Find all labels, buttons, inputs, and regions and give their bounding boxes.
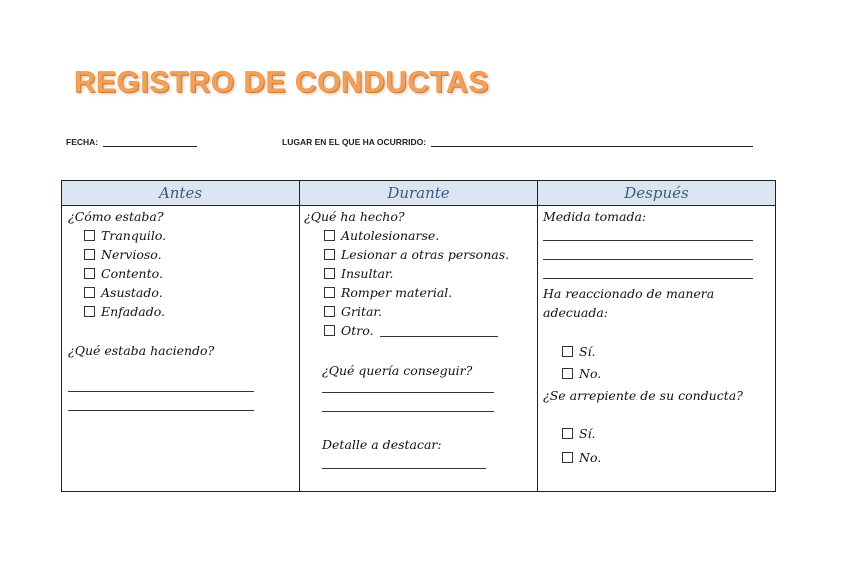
lugar-input-line[interactable] (431, 146, 753, 147)
checkbox[interactable] (84, 306, 95, 317)
option-item-otro[interactable]: Otro. (324, 323, 498, 338)
checkbox[interactable] (324, 249, 335, 260)
answer-line[interactable] (543, 240, 753, 241)
otro-input-line[interactable] (380, 336, 498, 337)
checkbox[interactable] (562, 368, 573, 379)
option-item[interactable]: Gritar. (324, 304, 382, 319)
checkbox[interactable] (84, 268, 95, 279)
option-item[interactable]: Insultar. (324, 266, 394, 281)
column-despues (538, 206, 775, 491)
answer-line[interactable] (543, 278, 753, 279)
question-que-estaba-haciendo: ¿Qué estaba haciendo? (68, 343, 215, 358)
option-item[interactable]: Enfadado. (84, 304, 165, 319)
question-que-ha-hecho: ¿Qué ha hecho? (304, 209, 405, 224)
behavior-table (61, 180, 776, 492)
fecha-field (66, 137, 197, 147)
checkbox[interactable] (84, 287, 95, 298)
answer-line[interactable] (322, 411, 494, 412)
page-title: REGISTRO DE CONDUCTAS (74, 66, 489, 99)
option-item[interactable]: Contento. (84, 266, 163, 281)
option-item[interactable]: Nervioso. (84, 247, 162, 262)
checkbox[interactable] (562, 346, 573, 357)
checkbox[interactable] (562, 428, 573, 439)
option-item[interactable]: Romper material. (324, 285, 452, 300)
checkbox[interactable] (562, 452, 573, 463)
question-arrepiente: ¿Se arrepiente de su conducta? (543, 388, 743, 403)
header-antes: Antes (62, 181, 300, 206)
checkbox[interactable] (324, 268, 335, 279)
answer-line[interactable] (68, 391, 254, 392)
answer-line[interactable] (322, 468, 486, 469)
lugar-label: LUGAR EN EL QUE HA OCURRIDO: (282, 137, 427, 147)
header-durante: Durante (300, 181, 538, 206)
answer-line[interactable] (68, 410, 254, 411)
question-como-estaba: ¿Cómo estaba? (68, 209, 164, 224)
option-item[interactable]: Sí. (562, 426, 596, 441)
checkbox[interactable] (84, 249, 95, 260)
checkbox[interactable] (324, 325, 335, 336)
column-antes (62, 206, 300, 491)
option-item[interactable]: No. (562, 366, 601, 381)
fecha-input-line[interactable] (103, 146, 197, 147)
checkbox[interactable] (324, 287, 335, 298)
answer-line[interactable] (322, 392, 494, 393)
option-item[interactable]: No. (562, 450, 601, 465)
header-despues: Después (538, 181, 775, 206)
option-item[interactable]: Sí. (562, 344, 596, 359)
checkbox[interactable] (324, 230, 335, 241)
question-detalle: Detalle a destacar: (322, 437, 442, 452)
checkbox[interactable] (84, 230, 95, 241)
lugar-field (282, 137, 753, 147)
reaccion-question-line1: Ha reaccionado de manera (543, 286, 715, 301)
question-que-queria-conseguir: ¿Qué quería conseguir? (322, 363, 473, 378)
option-item[interactable]: Autolesionarse. (324, 228, 439, 243)
fecha-label: FECHA: (66, 137, 99, 147)
option-item[interactable]: Asustado. (84, 285, 163, 300)
medida-tomada-label: Medida tomada: (543, 209, 647, 224)
checkbox[interactable] (324, 306, 335, 317)
answer-line[interactable] (543, 259, 753, 260)
option-item[interactable]: Tranquilo. (84, 228, 166, 243)
option-item[interactable]: Lesionar a otras personas. (324, 247, 509, 262)
reaccion-question-line2: adecuada: (543, 305, 609, 320)
column-durante (300, 206, 538, 491)
